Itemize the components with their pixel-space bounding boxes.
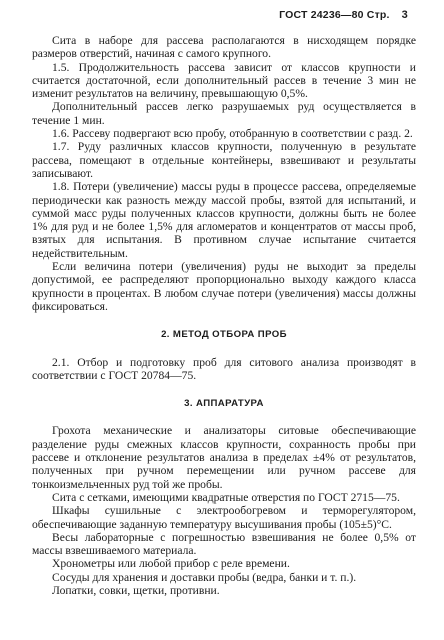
paragraph: Весы лабораторные с погрешностью взвешивания не более 0,5% от массы взвешиваемого материала. xyxy=(32,530,416,558)
page-number: 3 xyxy=(401,9,408,21)
section-heading: 2. МЕТОД ОТБОРА ПРОБ xyxy=(161,329,287,341)
paragraph: 2.1. Отбор и подготовку проб для ситового анализа производят в соответствии с ГОСТ 20784—75. xyxy=(32,355,416,382)
paragraph: Грохота механические и анализаторы ситовые обеспечивающие разделение руды смежных классов крупности, сохранность пробы при рассеве и отклонение результатов анализа в пределах ±4% от результатов, полученных при ручном перемещении или ручном рассеве для тонкоизмельченных руд той же пробы. xyxy=(32,424,416,491)
paragraph: 1.6. Рассеву подвергают всю пробу, отобранную в соответствии с разд. 2. xyxy=(52,127,413,141)
section-heading: 3. АППАРАТУРА xyxy=(184,398,264,410)
paragraph: Сита с сетками, имеющими квадратные отверстия по ГОСТ 2715—75. xyxy=(52,490,400,504)
paragraph: Шкафы сушильные с электрообогревом и терморегулятором, обеспечивающие заданную температуру высушивания пробы (105±5)°С. xyxy=(32,504,416,531)
paragraph: Хронометры или любой прибор с реле времени. xyxy=(52,557,290,571)
page-header xyxy=(279,9,408,21)
paragraph: 1.5. Продолжительность рассева зависит от классов крупности и считается достаточной, если дополнительный рассев в течение 3 мин не изменит результатов на величину, превышающую 0,5%. xyxy=(32,60,416,101)
document-body xyxy=(32,34,416,597)
paragraph: Дополнительный рассев легко разрушаемых руд осуществляется в течение 1 мин. xyxy=(32,100,416,127)
paragraph: 1.7. Руду различных классов крупности, полученную в результате рассева, помещают в отдельные контейнеры, взвешивают и результаты записывают. xyxy=(32,140,416,180)
paragraph: Сита в наборе для рассева располагаются в нисходящем порядке размеров отверстий, начиная с самого крупного. xyxy=(32,34,416,61)
paragraph: 1.8. Потери (увеличение) массы руды в процессе рассева, определяемые периодически как разность между массой пробы, взятой для испытаний, и суммой масс руды полученных классов крупности, должны быть не более 1% для руд и не более 1,5% для агломератов и концентратов от массы проб, взятых для испытания. В противном случае испытание считается недействительным. xyxy=(32,180,416,260)
paragraph: Если величина потери (увеличения) руды не выходит за пределы допустимой, ее распределяют пропорционально выходу каждого класса крупности в процентах. В любом случае потери (увеличения) массы должны фиксироваться. xyxy=(32,260,416,313)
paragraph: Лопатки, совки, щетки, противни. xyxy=(52,583,220,597)
paragraph: Сосуды для хранения и доставки пробы (ведра, банки и т. п.). xyxy=(52,570,357,584)
standard-designation: ГОСТ 24236—80 Стр. xyxy=(279,9,390,21)
